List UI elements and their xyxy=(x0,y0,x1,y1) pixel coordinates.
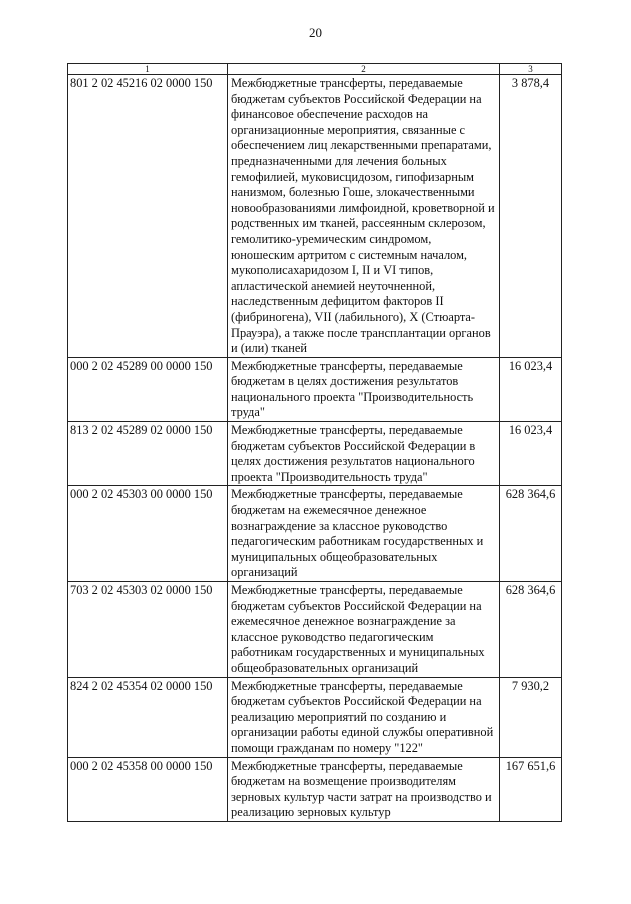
budget-code: 000 2 02 45289 00 0000 150 xyxy=(68,357,228,421)
header-row xyxy=(68,64,562,75)
budget-description: Межбюджетные трансферты, передаваемые бюджетам субъектов Российской Федерации на реализацию мероприятий по созданию и организации работы единой службы оперативной помощи гражданам по номеру "122" xyxy=(228,677,500,757)
budget-table xyxy=(67,63,562,822)
budget-amount: 16 023,4 xyxy=(500,422,562,486)
budget-description: Межбюджетные трансферты, передаваемые бюджетам субъектов Российской Федерации в целях достижения результатов национального проекта "Производительность труда" xyxy=(228,422,500,486)
budget-description: Межбюджетные трансферты, передаваемые бюджетам в целях достижения результатов национального проекта "Производительность труда" xyxy=(228,357,500,421)
budget-code: 824 2 02 45354 02 0000 150 xyxy=(68,677,228,757)
budget-description: Межбюджетные трансферты, передаваемые бюджетам субъектов Российской Федерации на ежемесячное денежное вознаграждение за классное руководство педагогическим работникам государственных и муниципальных общеобразовательных организаций xyxy=(228,582,500,678)
budget-amount: 628 364,6 xyxy=(500,486,562,582)
page-number: 20 xyxy=(309,25,322,40)
budget-code: 000 2 02 45303 00 0000 150 xyxy=(68,486,228,582)
budget-code: 801 2 02 45216 02 0000 150 xyxy=(68,75,228,358)
table-row xyxy=(68,75,562,358)
table-row xyxy=(68,582,562,678)
budget-amount: 167 651,6 xyxy=(500,757,562,821)
table-row xyxy=(68,486,562,582)
column-header: 3 xyxy=(500,64,562,75)
table-row xyxy=(68,357,562,421)
table-row xyxy=(68,677,562,757)
budget-code: 813 2 02 45289 02 0000 150 xyxy=(68,422,228,486)
budget-description: Межбюджетные трансферты, передаваемые бюджетам на ежемесячное денежное вознаграждение за классное руководство педагогическим работникам государственных и муниципальных общеобразовательных организаций xyxy=(228,486,500,582)
budget-description: Межбюджетные трансферты, передаваемые бюджетам субъектов Российской Федерации на финансовое обеспечение расходов на организационные мероприятия, связанные с обеспечением лиц лекарственными препаратами, предназначенными для лечения больных гемофилией, муковисцидозом, гипофизарным нанизмом, болезнью Гоше, злокачественными новообразованиями лимфоидной, кроветворной и родственных им тканей, рассеянным склерозом, гемолитико-уремическим синдромом, юношеским артритом с системным началом, мукополисахаридозом I, II и VI типов, апластической анемией неуточненной, наследственным дефицитом факторов II (фибриногена), VII (лабильного), X (Стюарта-Прауэра), а также после трансплантации органов и (или) тканей xyxy=(228,75,500,358)
budget-code: 703 2 02 45303 02 0000 150 xyxy=(68,582,228,678)
budget-amount: 7 930,2 xyxy=(500,677,562,757)
budget-code: 000 2 02 45358 00 0000 150 xyxy=(68,757,228,821)
budget-amount: 3 878,4 xyxy=(500,75,562,358)
table-row xyxy=(68,422,562,486)
column-header: 2 xyxy=(228,64,500,75)
budget-amount: 628 364,6 xyxy=(500,582,562,678)
column-header: 1 xyxy=(68,64,228,75)
table-row xyxy=(68,757,562,821)
budget-amount: 16 023,4 xyxy=(500,357,562,421)
budget-description: Межбюджетные трансферты, передаваемые бюджетам на возмещение производителям зерновых культур части затрат на производство и реализацию зерновых культур xyxy=(228,757,500,821)
